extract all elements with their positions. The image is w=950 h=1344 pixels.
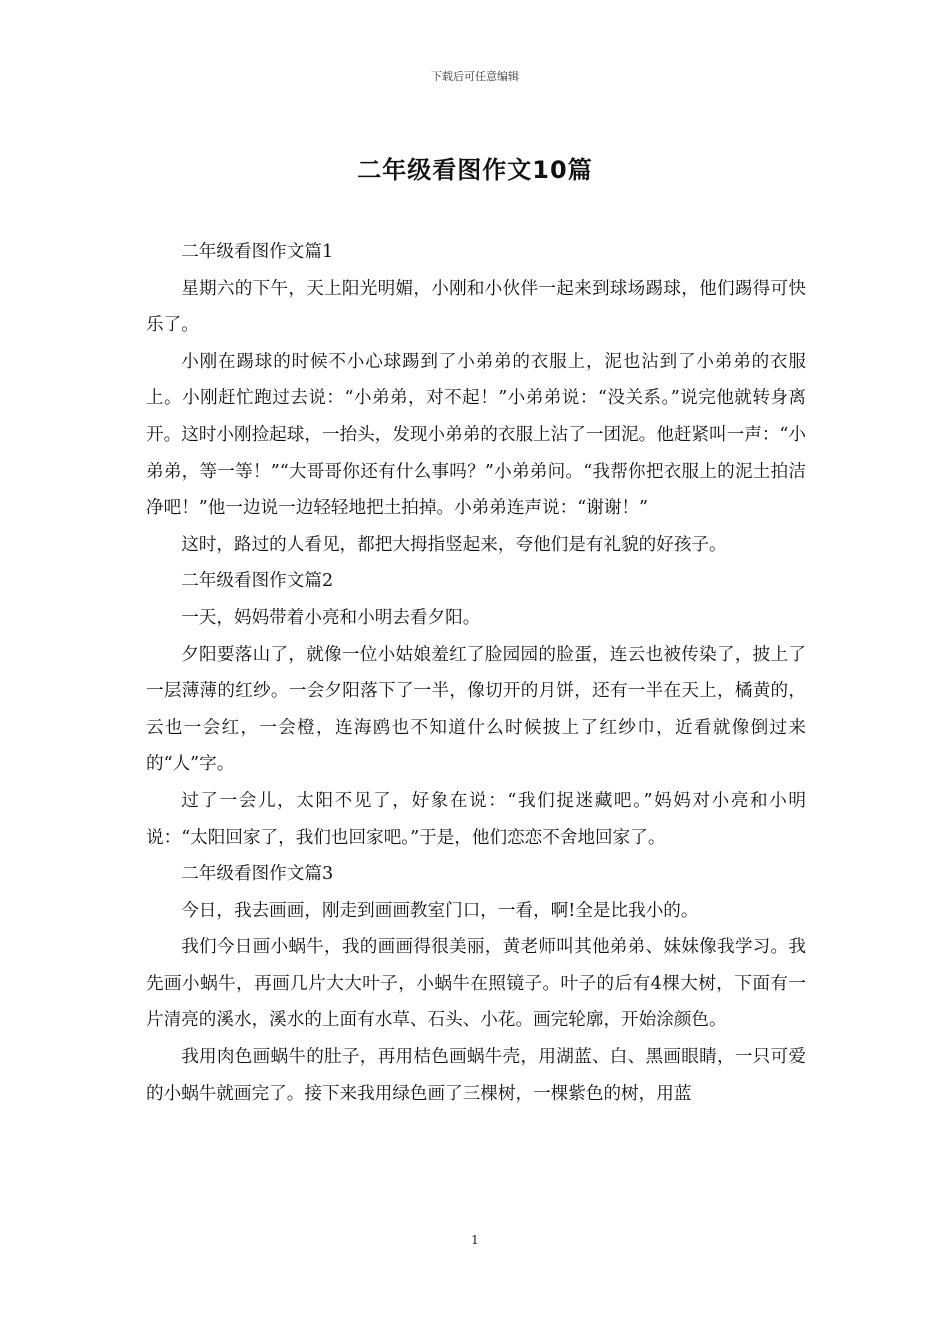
paragraph: 小刚在踢球的时候不小心球踢到了小弟弟的衣服上，泥也沾到了小弟弟的衣服上。小刚赶忙跑过去说：“小弟弟，对不起！”小弟弟说：“没关系。”说完他就转身离开。这时小刚捡起球，一抬头，发现小弟弟的衣服上沾了一团泥。他赶紧叫一声：“小弟弟，等一等！”“大哥哥你还有什么事吗？”小弟弟问。“我帮你把衣服上的泥土拍洁净吧！”他一边说一边轻轻地把土拍掉。小弟弟连声说：“谢谢！” — [146, 351, 806, 519]
paragraph: 我用肉色画蜗牛的肚子，再用桔色画蜗牛壳，用湖蓝、白、黑画眼睛，一只可爱的小蜗牛就画完了。接下来我用绿色画了三棵树，一棵紫色的树，用蓝 — [146, 1047, 806, 1104]
document-title: 二年级看图作文10篇 — [357, 156, 593, 184]
page-number: 1 — [471, 1233, 479, 1247]
section-heading-1: 二年级看图作文篇1 — [181, 242, 334, 262]
header-note: 下载后可任意编辑 — [431, 70, 519, 83]
paragraph: 我们今日画小蜗牛，我的画画得很美丽，黄老师叫其他弟弟、妹妹像我学习。我先画小蜗牛，再画几片大大叶子，小蜗牛在照镜子。叶子的后有4棵大树，下面有一片清亮的溪水，溪水的上面有水草、石头、小花。画完轮廓，开始涂颜色。 — [146, 937, 806, 1031]
paragraph: 这时，路过的人看见，都把大拇指竖起来，夸他们是有礼貌的好孩子。 — [181, 534, 727, 555]
paragraph: 星期六的下午，天上阳光明媚，小刚和小伙伴一起来到球场踢球，他们踢得可快乐了。 — [146, 278, 806, 336]
paragraph: 夕阳要落山了，就像一位小姑娘羞红了脸园园的脸蛋，连云也被传染了，披上了一层薄薄的红纱。一会夕阳落下了一半，像切开的月饼，还有一半在天上，橘黄的，云也一会红，一会橙，连海鸥也不知道什么时候披上了红纱巾，近看就像倒过来的“人”字。 — [146, 644, 806, 775]
paragraph: 过了一会儿，太阳不见了，好象在说：“我们捉迷藏吧。”妈妈对小亮和小明说：“太阳回家了，我们也回家吧。”于是，他们恋恋不舍地回家了。 — [146, 790, 806, 848]
paragraph: 一天，妈妈带着小亮和小明去看夕阳。 — [181, 607, 481, 628]
document-body — [146, 234, 806, 1112]
paragraph: 今日，我去画画，刚走到画画教室门口，一看，啊!全是比我小的。 — [181, 900, 699, 921]
section-heading-3: 二年级看图作文篇3 — [181, 864, 334, 885]
section-heading-2: 二年级看图作文篇2 — [181, 571, 334, 592]
